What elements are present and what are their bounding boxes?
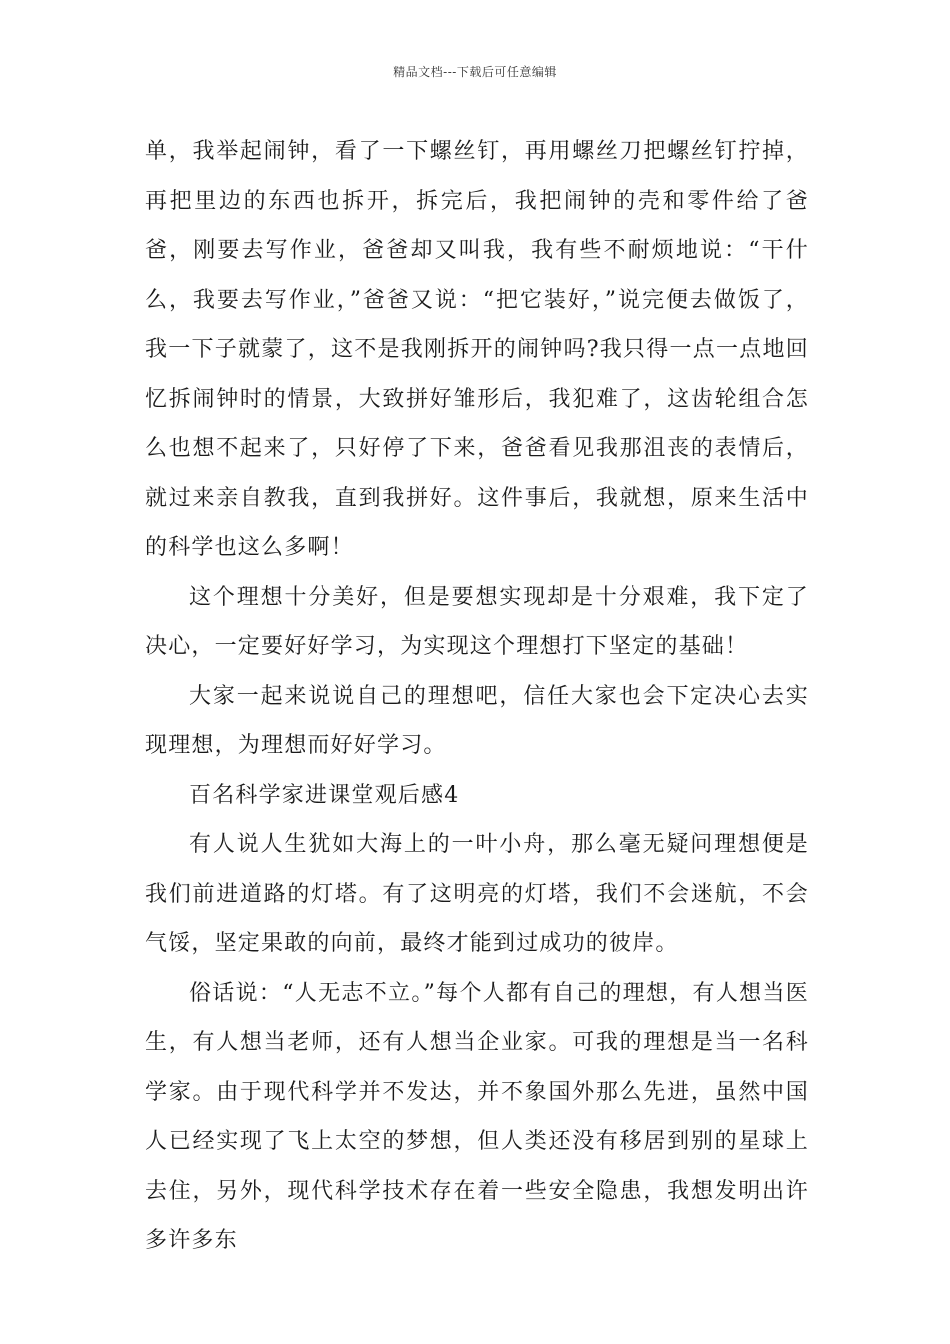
paragraph: 大家一起来说说自己的理想吧，信任大家也会下定决心去实现理想，为理想而好好学习。: [145, 683, 809, 758]
page-header: 精品文档---下载后可任意编辑: [393, 65, 557, 79]
paragraph: 这个理想十分美好，但是要想实现却是十分艰难，我下定了决心，一定要好好学习，为实现这个理想打下坚定的基础！: [145, 584, 809, 659]
section-heading: 百名科学家进课堂观后感4: [189, 782, 460, 808]
paragraph-continued: 单，我举起闹钟，看了一下螺丝钉，再用螺丝刀把螺丝钉拧掉，再把里边的东西也拆开，拆完后，我把闹钟的壳和零件给了爸爸，刚要去写作业，爸爸却又叫我，我有些不耐烦地说：“干什么，我要去写作业，”爸爸又说：“把它装好，”说完便去做饭了，我一下子就蒙了，这不是我刚拆开的闹钟吗?我只得一点一点地回忆拆闹钟时的情景，大致拼好雏形后，我犯难了，这齿轮组合怎么也想不起来了，只好停了下来，爸爸看见我那沮丧的表情后，就过来亲自教我，直到我拼好。这件事后，我就想，原来生活中的科学也这么多啊！: [145, 139, 809, 560]
paragraph: 有人说人生犹如大海上的一叶小舟，那么毫无疑问理想便是我们前进道路的灯塔。有了这明亮的灯塔，我们不会迷航，不会气馁，坚定果敢的向前，最终才能到过成功的彼岸。: [145, 832, 809, 956]
document-body: [145, 127, 809, 1266]
paragraph: 俗话说：“人无志不立。”每个人都有自己的理想，有人想当医生，有人想当老师，还有人想当企业家。可我的理想是当一名科学家。由于现代科学并不发达，并不象国外那么先进，虽然中国人已经实现了飞上太空的梦想，但人类还没有移居到别的星球上去住，另外，现代科学技术存在着一些安全隐患，我想发明出许多许多东: [145, 980, 809, 1253]
